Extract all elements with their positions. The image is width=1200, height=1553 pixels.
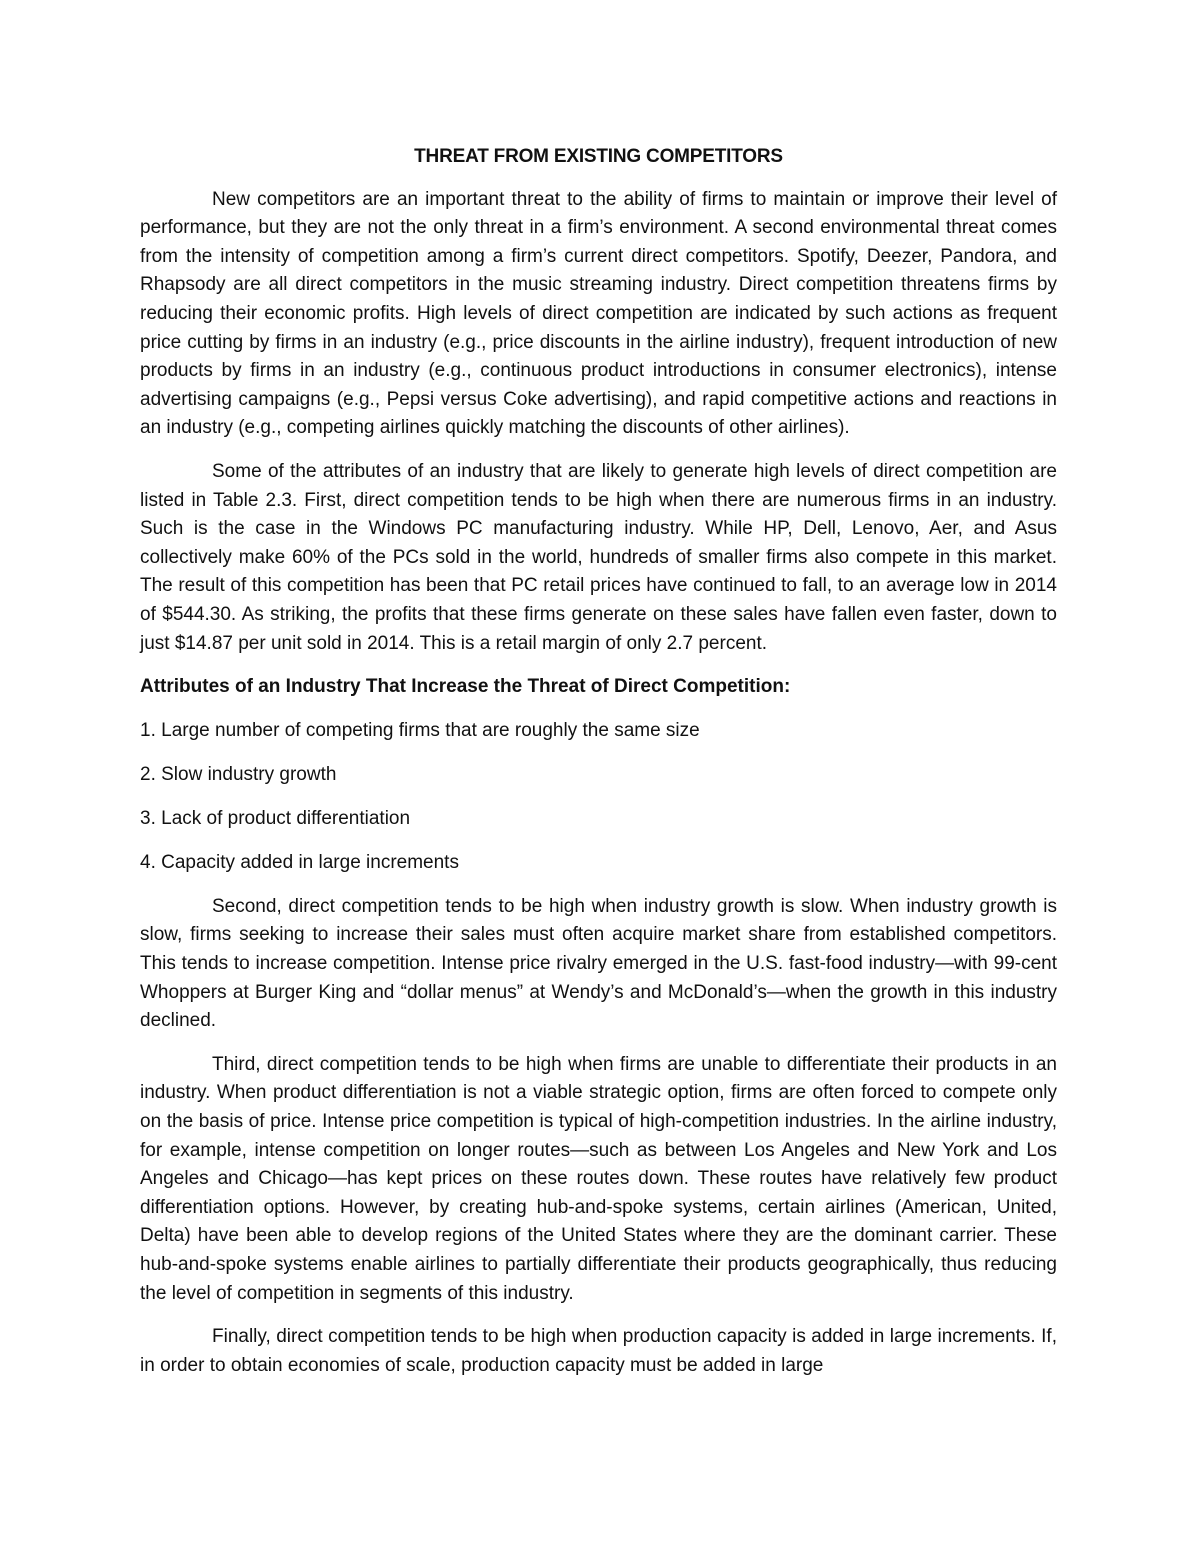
paragraph-intro: New competitors are an important threat to the ability of firms to maintain or improve their level of performance, but they are not the only threat in a firm’s environment. A second environmental threat comes from the intensity of competition among a firm’s current direct competitors. Spotify, Deezer, Pandora, and Rhapsody are all direct competitors in the music streaming industry. Direct competition threatens firms by reducing their economic profits. High levels of direct competition are indicated by such actions as frequent price cutting by firms in an industry (e.g., price discounts in the airline industry), frequent introduction of new products by firms in an industry (e.g., continuous product introductions in consumer electronics), intense advertising campaigns (e.g., Pepsi versus Coke advertising), and rapid competitive actions and reactions in an industry (e.g., competing airlines quickly matching the discounts of other airlines). bbox=[140, 188, 1057, 439]
paragraph-slow-growth: Second, direct competition tends to be high when industry growth is slow. When industry growth is slow, firms seeking to increase their sales must often acquire market share from established competitors. This tends to increase competition. Intense price rivalry emerged in the U.S. fast-food industry—with 99-cent Whoppers at Burger King and “dollar menus” at Wendy’s and McDonald’s—when the growth in this industry declined. bbox=[140, 895, 1057, 1032]
page-title: THREAT FROM EXISTING COMPETITORS bbox=[414, 146, 783, 167]
paragraph-capacity: Finally, direct competition tends to be high when production capacity is added in large increments. If, in order to obtain economies of scale, production capacity must be added in large bbox=[140, 1326, 1057, 1376]
list-item: 4. Capacity added in large increments bbox=[140, 852, 459, 874]
document-body bbox=[140, 143, 1057, 1380]
list-item: 3. Lack of product differentiation bbox=[140, 808, 411, 830]
attributes-heading: Attributes of an Industry That Increase the Threat of Direct Competition: bbox=[140, 676, 791, 698]
paragraph-differentiation: Third, direct competition tends to be high when firms are unable to differentiate their products in an industry. When product differentiation is not a viable strategic option, firms are often forced to compete only on the basis of price. Intense price competition is typical of high-competition industries. In the airline industry, for example, intense competition on longer routes—such as between Los Angeles and New York and Los Angeles and Chicago—has kept prices on these routes down. These routes have relatively few product differentiation options. However, by creating hub-and-spoke systems, certain airlines (American, United, Delta) have been able to develop regions of the United States where they are the dominant carrier. These hub-and-spoke systems enable airlines to partially differentiate their products geographically, thus reducing the level of competition in segments of this industry. bbox=[140, 1053, 1057, 1304]
attributes-list bbox=[140, 717, 1057, 878]
list-item: 2. Slow industry growth bbox=[140, 763, 337, 785]
paragraph-attributes-overview: Some of the attributes of an industry that are likely to generate high levels of direct competition are listed in Table 2.3. First, direct competition tends to be high when there are numerous firms in an industry. Such is the case in the Windows PC manufacturing industry. While HP, Dell, Lenovo, Aer, and Asus collectively make 60% of the PCs sold in the world, hundreds of smaller firms also compete in this market. The result of this competition has been that PC retail prices have continued to fall, to an average low in 2014 of $544.30. As striking, the profits that these firms generate on these sales have fallen even faster, down to just $14.87 per unit sold in 2014. This is a retail margin of only 2.7 percent. bbox=[140, 460, 1057, 654]
list-item: 1. Large number of competing firms that are roughly the same size bbox=[140, 719, 700, 741]
